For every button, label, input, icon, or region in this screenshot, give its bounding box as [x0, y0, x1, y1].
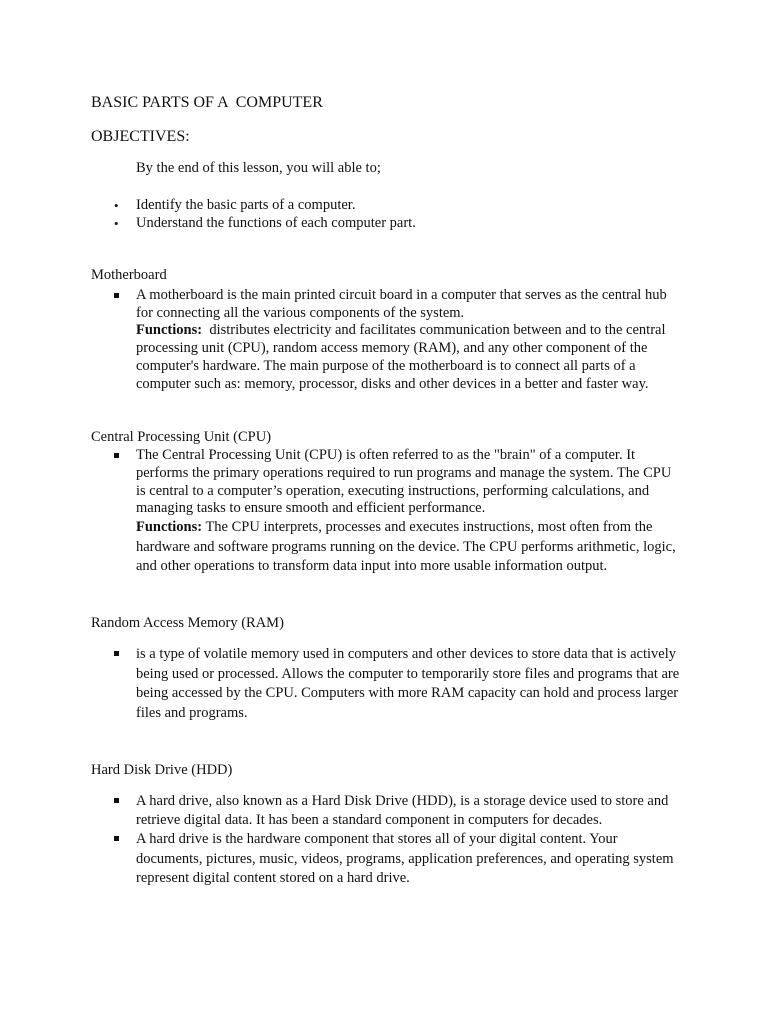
motherboard-list [136, 287, 681, 393]
list-item [114, 197, 416, 215]
square-bullet-icon [114, 651, 119, 656]
objectives-heading: OBJECTIVES: [91, 128, 190, 145]
cpu-heading: Central Processing Unit (CPU) [91, 429, 272, 445]
functions-text: The CPU interprets, processes and executes instructions, most often from the hardware and software programs running on the device. The CPU performs arithmetic, logic, and other operations to transform data input into more usable information output. [136, 519, 680, 575]
bullet-dot-icon: • [114, 198, 119, 213]
square-bullet-icon [114, 453, 119, 458]
list-item [136, 645, 681, 723]
objectives-intro: By the end of this lesson, you will able to; [136, 160, 381, 176]
motherboard-functions [136, 322, 681, 393]
hdd-heading: Hard Disk Drive (HDD) [91, 762, 233, 778]
cpu-description: The Central Processing Unit (CPU) is often referred to as the "brain" of a computer. It performs the primary operations required to run programs and manage the system. The CPU is central to a computer’s operation, executing instructions, performing calculations, and managing tasks to ensure smooth and efficient performance. [136, 447, 672, 517]
square-bullet-icon [114, 798, 119, 803]
hdd-item-text: A hard drive, also known as a Hard Disk Drive (HDD), is a storage device used to store and retrieve digital data. It has been a standard component in computers for decades. [136, 793, 669, 829]
objective-text: Identify the basic parts of a computer. [136, 197, 356, 213]
ram-list [136, 645, 681, 723]
functions-label: Functions: [136, 322, 203, 339]
list-item [136, 447, 681, 577]
functions-label: Functions: [136, 519, 203, 536]
document-title: BASIC PARTS OF A COMPUTER [91, 94, 323, 111]
list-item [136, 830, 681, 888]
list-item [136, 792, 681, 830]
cpu-functions [136, 518, 681, 577]
cpu-list [136, 447, 681, 577]
ram-heading: Random Access Memory (RAM) [91, 615, 284, 631]
list-item [136, 287, 681, 393]
objective-text: Understand the functions of each computer part. [136, 214, 416, 231]
functions-text: distributes electricity and facilitates communication between and to the central processing unit (CPU), random access memory (RAM), and any other component of the computer's hardware. The main purpose of the motherboard is to connect all parts of a computer such as: memory, processor, disks and other devices in a better and faster way. [136, 322, 670, 392]
bullet-dot-icon: • [114, 215, 119, 231]
ram-description: is a type of volatile memory used in computers and other devices to store data that is actively being used or processed. Allows the computer to temporarily store files and programs that are being accessed by the CPU. Computers with more RAM capacity can hold and process larger files and programs. [136, 646, 680, 721]
motherboard-description: A motherboard is the main printed circuit board in a computer that serves as the central hub for connecting all the various components of the system. [136, 287, 667, 321]
motherboard-heading: Motherboard [91, 267, 167, 283]
hdd-item-text: A hard drive is the hardware component that stores all of your digital content. Your documents, pictures, music, videos, programs, application preferences, and operating system represent digital content stored on a hard drive. [136, 831, 674, 886]
objectives-list [114, 197, 416, 232]
hdd-list [136, 792, 681, 888]
square-bullet-icon [114, 836, 119, 841]
list-item [114, 214, 416, 233]
square-bullet-icon [114, 293, 119, 298]
